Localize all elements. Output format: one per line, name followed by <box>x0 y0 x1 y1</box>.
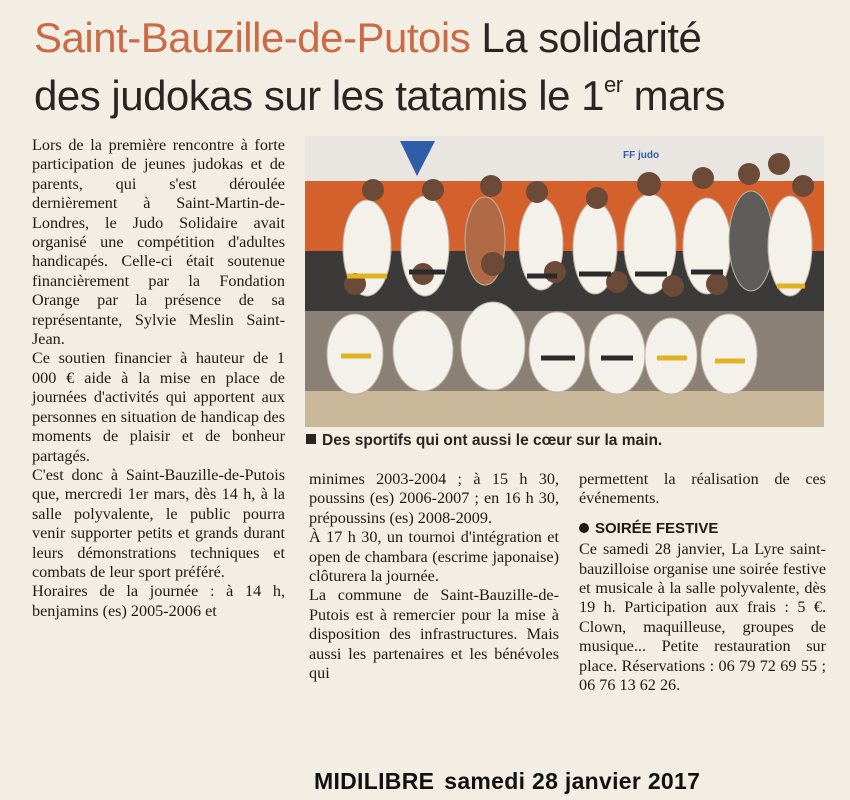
article-paragraph: Ce samedi 28 janvier, La Lyre saint-bauzilloise organise une soirée festive et musicale à la salle polyvalente, dès 19 h. Participation aux frais : 5 €. Clown, maquilleuse, groupes de musique... Petite restauration sur place. Réservations : 06 79 72 69 55 ; 06 76 13 62 26. <box>579 540 826 695</box>
newspaper-name: MIDILIBRE <box>314 768 435 794</box>
team-photo <box>305 136 824 427</box>
section-subhead-text: SOIRÉE FESTIVE <box>595 519 719 537</box>
article-paragraph: À 17 h 30, un tournoi d'intégration et open de chambara (escrime japonaise) clôturera la journée. <box>309 528 559 586</box>
article-paragraph: minimes 2003-2004 ; à 15 h 30, poussins (es) 2006-2007 ; en 16 h 30, prépoussins (es) 2008-2009. <box>309 470 559 527</box>
source-footer <box>314 768 700 795</box>
photo-caption-text: Des sportifs qui ont aussi le cœur sur la main. <box>322 432 663 449</box>
article-paragraph: Horaires de la journée : à 14 h, benjamins (es) 2005-2006 et <box>32 582 285 620</box>
article-paragraph: Lors de la première rencontre à forte participation de jeunes judokas et de parents, qui s'est déroulée dernièrement à Saint-Martin-de-Londres, le Judo Solidaire avait organisé une compétition d'adultes handicapés. Celle-ci était soutenue financièrement par la Fondation Orange par la présence de sa représentante, Sylvie Meslin Saint-Jean. <box>32 136 285 349</box>
article-paragraph: permettent la réalisation de ces événements. <box>579 470 826 508</box>
article-paragraph: C'est donc à Saint-Bauzille-de-Putois que, mercredi 1er mars, dès 14 h, à la salle polyvalente, le public pourra venir supporter petits et grands durant leurs démonstrations techniques et combats de leur sport préféré. <box>32 465 285 581</box>
team-photo-illustration <box>305 136 824 427</box>
section-subhead <box>579 519 826 538</box>
headline-title-part1: La solidarité <box>470 14 702 61</box>
article-paragraph: Ce soutien financier à hauteur de 1 000 € aide à la mise en place de journées d'activités qui apportent aux personnes en situation de handicap des moments de plaisir et de bonheur partagés. <box>32 349 285 465</box>
photo-caption <box>306 432 826 450</box>
publication-date: samedi 28 janvier 2017 <box>444 768 701 794</box>
headline-place: Saint-Bauzille-de-Putois <box>34 14 471 61</box>
headline-title-end: mars <box>622 72 726 119</box>
caption-square-icon <box>306 434 316 444</box>
headline-title-sup: er <box>603 72 623 97</box>
banner-text: FF judo <box>623 150 660 161</box>
bullet-dot-icon <box>579 523 589 533</box>
article-paragraph: La commune de Saint-Bauzille-de-Putois est à remercier pour la mise à disposition des infrastructures. Mais aussi les partenaires et les bénévoles qui <box>309 586 559 683</box>
article-column-3 <box>579 470 826 695</box>
headline-title-line2: des judokas sur les tatamis le 1 <box>34 72 604 119</box>
article-column-2 <box>309 470 559 683</box>
article-column-1 <box>32 136 285 621</box>
headline <box>34 14 834 119</box>
